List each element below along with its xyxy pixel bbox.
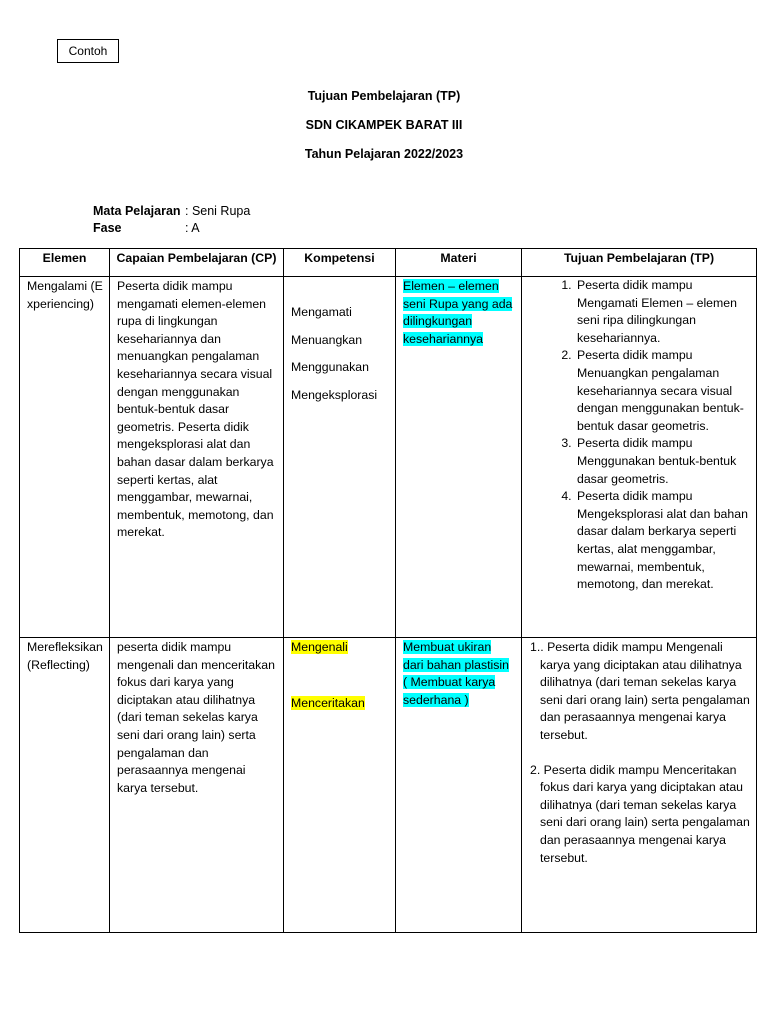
header-cp: Capaian Pembelajaran (CP) — [110, 249, 284, 277]
tp-item: 2. Peserta didik mampu Menuangkan pengalaman kesehariannya secara visual dengan menggunakan bentuk-bentuk dasar geometris. — [575, 347, 756, 435]
cp-text: peserta didik mampu mengenali dan menceritakan fokus dari karya yang diciptakan atau dilihatnya (dari teman sekelas karya seni dari orang lain) serta pengalaman dan perasaannya mengenai karya tersebut. — [117, 640, 275, 795]
kompetensi-list — [284, 638, 395, 712]
phase-label: Fase — [93, 221, 122, 235]
kompetensi-item: Mengenali — [291, 640, 348, 654]
tp-item: 2. Peserta didik mampu Menceritakan fokus dari karya yang diciptakan atau dilihatnya (dari teman sekelas karya seni dari orang lain) serta pengalaman dan perasaannya mengenai karya tersebut. — [530, 762, 750, 865]
kompetensi-item: Mengeksplorasi — [291, 387, 378, 402]
school-name: SDN CIKAMPEK BARAT III — [305, 118, 463, 132]
cell-materi — [396, 638, 522, 933]
tp-table — [19, 248, 757, 933]
elemen-text: Mengalami (Experiencing) — [27, 279, 103, 311]
subject-line — [93, 204, 250, 218]
cell-tp — [522, 277, 757, 638]
subject-label: Mata Pelajaran — [93, 204, 181, 218]
contoh-label: Contoh — [57, 39, 119, 63]
cell-kompetensi — [284, 638, 396, 933]
table-row — [20, 277, 757, 638]
kompetensi-item: Menggunakan — [291, 360, 369, 375]
phase-value: : A — [185, 221, 200, 235]
kompetensi-list — [284, 277, 395, 404]
tp-item: 3. Peserta didik mampu Menggunakan bentuk-bentuk dasar geometris. — [575, 435, 756, 488]
header-kompetensi: Kompetensi — [284, 249, 396, 277]
cell-elemen — [20, 277, 110, 638]
tp-item: 1. Peserta didik mampu Mengamati Elemen – elemen seni ripa dilingkungan kesehariannya. — [575, 277, 756, 347]
cell-elemen — [20, 638, 110, 933]
kompetensi-item: Mengamati — [291, 305, 352, 319]
materi-text: Membuat ukiran dari bahan plastisin ( Membuat karya sederhana ) — [403, 640, 509, 707]
materi-text: Elemen – elemen seni Rupa yang ada dilingkungan kesehariannya — [403, 279, 513, 346]
cell-cp — [110, 277, 284, 638]
kompetensi-item: Menceritakan — [291, 695, 365, 710]
tp-list — [522, 277, 756, 594]
cell-kompetensi — [284, 277, 396, 638]
tp-item: 4. Peserta didik mampu Mengeksplorasi alat dan bahan dasar dalam berkarya seperti kertas, alat menggambar, mewarnai, membentuk, memotong, dan merekat. — [575, 488, 756, 594]
table-header-row — [20, 249, 757, 277]
kompetensi-item: Menuangkan — [291, 332, 363, 347]
cell-materi — [396, 277, 522, 638]
phase-line — [93, 221, 200, 235]
header-elemen: Elemen — [20, 249, 110, 277]
document-title: Tujuan Pembelajaran (TP) — [307, 89, 461, 103]
header-tp: Tujuan Pembelajaran (TP) — [522, 249, 757, 277]
elemen-text: Merefleksikan (Reflecting) — [27, 640, 103, 672]
header-materi: Materi — [396, 249, 522, 277]
tp-list — [522, 638, 756, 867]
cp-text: Peserta didik mampu mengamati elemen-elemen rupa di lingkungan kesehariannya dan menuangkan pengalaman kesehariannya secara visual dengan menggunakan bentuk-bentuk dasar geometris. Peserta didik mengeksplorasi alat dan bahan dasar dalam berkarya seperti kertas, alat menggambar, mewarnai, membentuk, memotong, dan merekat. — [117, 279, 274, 540]
cell-cp — [110, 638, 284, 933]
subject-value: : Seni Rupa — [185, 204, 251, 218]
tp-item: 1.. Peserta didik mampu Mengenali karya yang diciptakan atau dilihatnya dilihatnya (dari teman sekelas karya seni dari orang lain) serta pengalaman dan perasaannya mengenai karya tersebut. — [530, 640, 750, 742]
table-row — [20, 638, 757, 933]
academic-year: Tahun Pelajaran 2022/2023 — [304, 147, 464, 161]
cell-tp — [522, 638, 757, 933]
